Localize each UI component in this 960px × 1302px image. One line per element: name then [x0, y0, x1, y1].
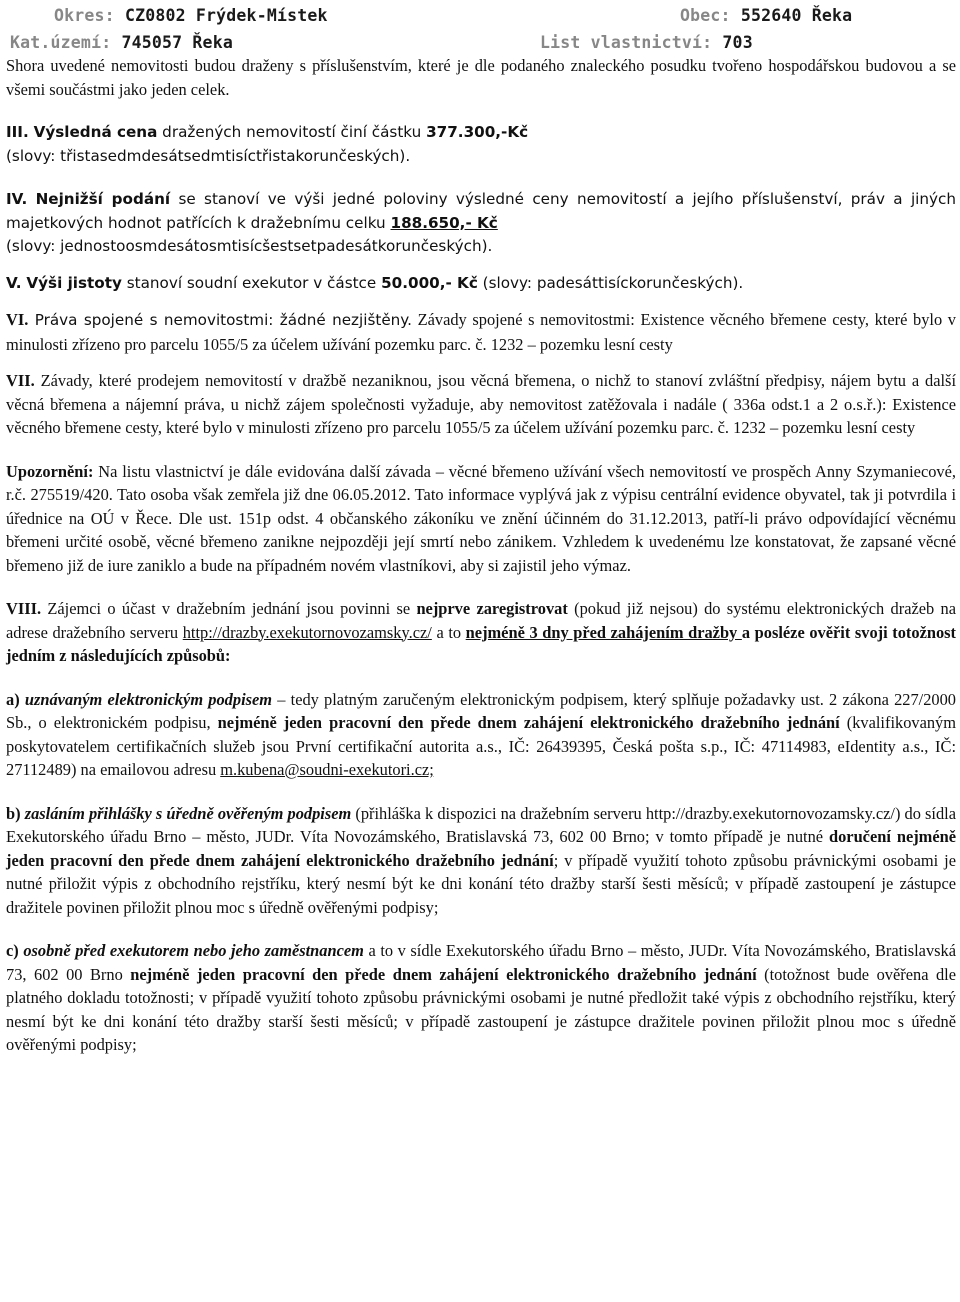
- notice-paragraph: [6, 460, 956, 578]
- section-3-number: III.: [6, 123, 29, 141]
- section-5-text: stanoví soudní exekutor v částce: [121, 273, 382, 292]
- section-8-registration: [6, 597, 956, 668]
- okres-label: Okres:: [54, 6, 115, 25]
- section-3-amount: 377.300,-Kč: [426, 123, 529, 141]
- notice-label: Upozornění:: [6, 461, 94, 481]
- option-c-title: osobně před exekutorem nebo jeho zaměstnancem: [23, 941, 364, 960]
- option-b-deadline: doručení nejméně jeden pracovní den přede dnem zahájení elektronického dražebního jednání: [6, 827, 957, 870]
- option-b-text-1: (přihláška k dispozici na dražebním serveru http://drazby.exekutornovozamsky.cz/) do sídla Exekutorského úřadu Brno – město, JUDr. Víta Novozámského, Bratislavská 73, 602 00 Brno; v tomto případě je nutné: [6, 803, 956, 846]
- section-4-amount: 188.650,- Kč: [390, 213, 498, 232]
- section-4-words: (slovy: jednostoosmdesátosmtisícšestsetpadesátkorunčeských).: [6, 237, 493, 255]
- option-b-letter: b): [6, 803, 21, 823]
- document-body: [6, 54, 956, 1057]
- okres-field: [54, 6, 328, 25]
- katastr-value: 745057 Řeka: [121, 33, 233, 52]
- section-8-text-2: (pokud již nejsou) do systému elektronických dražeb na adrese dražebního serveru: [6, 599, 957, 642]
- section-5-words: (slovy: padesáttisíckorunčeských).: [477, 273, 744, 292]
- section-4-title: Nejnižší podání: [35, 190, 171, 208]
- option-c-text-2: (totožnost bude ověřena dle platného dokladu totožnosti; v případě využití tohoto způsobu právnickými osobami je nutné předložit také výpis z obchodního rejstříku, který nesmí být ke dni konání této dražby starší šesti měsíců; v případě zastoupení je zástupce dražitele povinen přiložit plnou moc s úředně ověřenými podpisy;: [6, 964, 956, 1054]
- section-5-deposit: [6, 272, 956, 296]
- section-8-text-3: a to: [431, 622, 466, 642]
- section-7-number: VII.: [6, 371, 35, 390]
- section-7-text: Závady, které prodejem nemovitostí v dražbě nezaniknou, jsou věcná břemena, o nichž to stanoví zvláštní předpisy, nájem bytu a další věcná břemena a nájemní práva, u nichž zájem společnosti vyžaduje, aby nemovitost zatěžovala i nadále ( 336a odst.1 a 2 o.s.ř.): Existence věcného břemene cesty, které bylo v minulosti zřízeno pro parcelu 1055/5 za účelem užívání pozemku parc. č. 1232 – pozemku lesní cesty: [6, 371, 956, 437]
- option-a-text-2: (kvalifikovaným poskytovatelem certifikačních služeb jsou První certifikační autorita a.s., IČ: 26439395, Česká pošta s.p., IČ: 47114983, eIdentity a.s., IČ: 27112489) na emailovou adresu: [6, 713, 956, 779]
- section-4-number: IV.: [6, 190, 28, 208]
- option-c-text-1: a to v sídle Exekutorského úřadu Brno – město, JUDr. Víta Novozámského, Bratislavská 73, 602 00 Brno: [6, 941, 956, 984]
- section-7-defects: [6, 369, 956, 440]
- section-4-lowest-bid: [6, 188, 956, 259]
- option-c-deadline: nejméně jeden pracovní den přede dnem zahájení elektronického dražebního jednání: [130, 964, 757, 984]
- option-b-text-2: ; v případě využití tohoto způsobu právnickými osobami je nutné přiložit výpis z obchodního rejstříku, který nesmí být ke dni konání této dražby starší šesti měsíců; v případě zastoupení je zástupce dražitele povinen přiložit plnou moc s úředně ověřenými podpisy;: [6, 850, 956, 917]
- section-6-defects-text: Závady spojené s nemovitostmi: Existence věcného břemene cesty, které bylo v minulosti zřízeno pro parcelu 1055/5 za účelem užívání pozemku parc. č. 1232 – pozemku lesní cesty: [6, 310, 956, 354]
- section-3-title: Výsledná cena: [33, 123, 158, 141]
- section-5-title: Výši jistoty: [26, 273, 122, 292]
- obec-value: 552640 Řeka: [740, 6, 853, 25]
- section-8-text-1: Zájemci o účast v dražebním jednání jsou povinni se: [41, 599, 417, 618]
- option-a-title: uznávaným elektronickým podpisem: [24, 689, 273, 709]
- section-6-rights: [6, 308, 956, 356]
- section-5-amount: 50.000,- Kč: [381, 273, 478, 292]
- okres-value: CZ0802 Frýdek-Místek: [124, 6, 328, 25]
- option-c-paragraph: [6, 939, 956, 1057]
- section-3-price: [6, 121, 956, 168]
- lv-value: 703: [722, 33, 753, 52]
- option-b-paragraph: [6, 802, 956, 920]
- option-a-text-1: – tedy platným zaručeným elektronickým podpisem, který splňuje požadavky ust. 2 zákona 227/2000 Sb., o elektronickém podpisu,: [6, 689, 956, 732]
- section-8-number: VIII.: [6, 599, 42, 618]
- section-8-verify: a posléze ověřit svoji totožnost jedním z následujících způsobů:: [6, 622, 956, 665]
- section-8-deadline: nejméně 3 dny před zahájením dražby: [465, 622, 742, 642]
- email-link[interactable]: m.kubena@soudni-exekutori.cz;: [220, 760, 434, 779]
- option-c-letter: c): [6, 941, 19, 960]
- section-6-rights-text: Práva spojené s nemovitostmi: žádné nezjištěny.: [28, 311, 412, 329]
- document-header: [0, 0, 960, 54]
- list-vlastnictvi-field: [540, 33, 753, 52]
- section-5-number: V.: [6, 273, 22, 292]
- katastr-label: Kat.území:: [10, 33, 112, 52]
- section-3-text: dražených nemovitostí činí částku: [157, 123, 427, 141]
- notice-text: Na listu vlastnictví je dále evidována další závada – věcné břemeno užívání všech nemovitostí ve prospěch Anny Szymaniecové, r.č. 275519/420. Tato osoba však zemřela již dne 06.05.2012. Tato informace vyplývá jak z výpisu centrální evidence obyvatel, tak ji potvrdila i úřednice na OÚ v Řece. Dle ust. 151p odst. 4 občanského zákoníku ve znění účinném do 31.12.2013, patří-li právo odpovídající věcnému břemeni určité osobě, věcné břemeno zanikne nejpozději její smrtí nebo zánikem. Vzhledem k uvedenému lze konstatovat, že zapsané věcné břemeno již de iure zaniklo a bude na případném novém vlastníkovi, aby si zajistil jeho výmaz.: [6, 461, 956, 575]
- obec-field: [680, 6, 852, 25]
- section-3-words: (slovy: třistasedmdesátsedmtisíctřistakorunčeských).: [6, 146, 411, 165]
- obec-label: Obec:: [680, 6, 731, 25]
- option-a-paragraph: [6, 688, 956, 782]
- option-a-letter: a): [6, 689, 20, 709]
- section-4-text: se stanoví ve výši jedné poloviny výsledné ceny nemovitostí a jejího příslušenství, práv a jiných majetkových hodnot patřících k dražebnímu celku: [6, 190, 956, 232]
- auction-server-link[interactable]: http://drazby.exekutornovozamsky.cz/: [182, 622, 432, 642]
- intro-paragraph: Shora uvedené nemovitosti budou draženy s příslušenstvím, které je dle podaného znaleckého posudku tvořeno hospodářskou budovou a se všemi součástmi jako jeden celek.: [6, 56, 956, 99]
- katastr-field: [10, 33, 233, 52]
- section-8-register-emphasis: nejprve zaregistrovat: [416, 599, 568, 618]
- option-a-deadline: nejméně jeden pracovní den přede dnem zahájení elektronického dražebního jednání: [217, 713, 840, 732]
- lv-label: List vlastnictví:: [540, 33, 713, 52]
- section-6-number: VI.: [6, 310, 29, 329]
- option-b-title: zasláním přihlášky s úředně ověřeným podpisem: [24, 803, 352, 823]
